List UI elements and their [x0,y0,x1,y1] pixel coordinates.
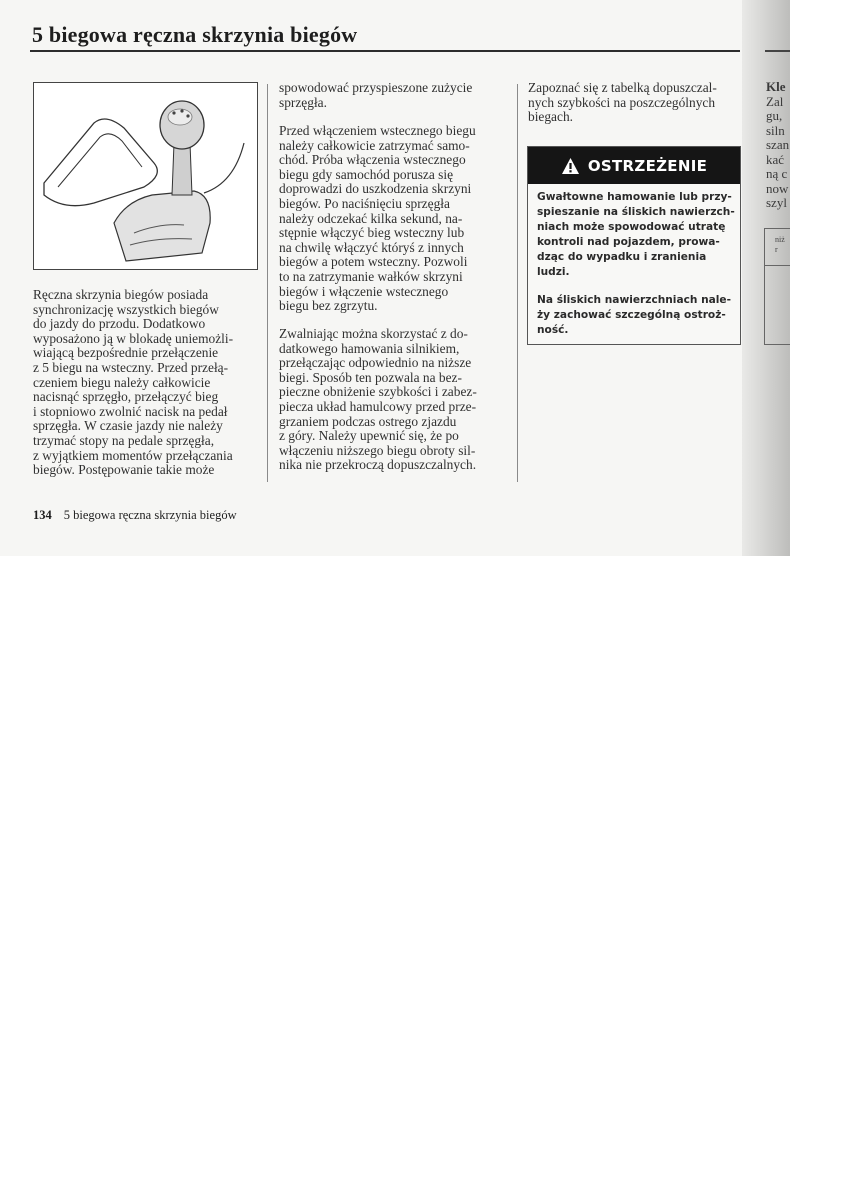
column-divider [267,84,268,482]
table-row-line [765,265,790,266]
warning-triangle-icon [561,157,580,175]
next-page-title-rule [765,50,790,52]
table-cell-fragment: niż r [775,235,785,254]
column-2-paragraph-3: Zwalniając można skorzystać z do- datkowego hamowania silnikiem, przełączając odpowiednio na niższe biegi. Sposób ten pozwala na bez- pieczne obniżenie szybkości i zabez- piecza układ hamulcowy przed prze- grzaniem podczas ostrego zjazdu z góry. Należy upewnić się, że po włączeniu niższego biegu obroty sil- nika nie przekroczą dopuszczalnych. [279,326,477,473]
gear-lever-illustration [33,82,258,270]
page-number: 134 [33,508,52,522]
footer-section-title: 5 biegowa ręczna skrzynia biegów [63,508,237,522]
page-title: 5 biegowa ręczna skrzynia biegów [32,22,358,47]
column-3-paragraph-1: Zapoznać się z tabelką dopuszczal- nych szybkości na poszczególnych biegach. [528,80,717,125]
next-page-body-fragment: Zal gu, siln szan kać ną c now szyl [766,93,790,210]
title-rule [30,50,740,52]
warning-header [528,147,740,184]
warning-paragraph-1: Gwałtowne hamowanie lub przy- spieszanie na śliskich nawierzch- niach może spowodować utratę kontroli nad pojazdem, prowa- dząc do wypadku i zranienia ludzi. [537,191,735,278]
scanned-page [0,0,790,556]
next-page-text-fragment [766,80,790,211]
warning-paragraph-2: Na śliskich nawierzchniach nale- ży zachować szczególną ostroż- ność. [537,294,732,336]
page-footer [33,508,237,523]
next-page-table-fragment [764,228,790,345]
warning-title: OSTRZEŻENIE [587,156,708,175]
column-1-paragraph: Ręczna skrzynia biegów posiada synchronizację wszystkich biegów do jazdy do przodu. Dodatkowo wyposażono ją w blokadę uniemożli- wiającą bezpośrednie przełączenie z 5 biegu na wsteczny. Przed przełą- czeniem biegu należy całkowicie nacisnąć sprzęgło, przełączyć bieg i stopniowo zwolnić nacisk na pedał sprzęgła. W czasie jazdy nie należy trzymać stopy na pedale sprzęgła, z wyjątkiem momentów przełączania biegów. Postępowanie takie może [33,287,234,478]
warning-box [527,146,741,345]
column-2-paragraph-2: Przed włączeniem wstecznego biegu należy całkowicie zatrzymać samo- chód. Próba włączenia wstecznego biegu gdy samochód porusza się doprowadzi do uszkodzenia skrzyni biegów. Po naciśnięciu sprzęgła należy odczekać kilka sekund, na- stępnie włączyć bieg wsteczny lub na chwilę włączyć któryś z innych biegów a potem wsteczny. Pozwoli to na zatrzymanie wałków skrzyni biegów i włączenie wstecznego biegu bez zgrzytu. [279,123,476,314]
column-divider [517,84,518,482]
gear-lever-drawing [34,83,257,269]
next-page-heading-fragment: Kle [766,80,786,94]
column-2-paragraph-1: spowodować przyspieszone zużycie sprzęgła. [279,80,473,110]
